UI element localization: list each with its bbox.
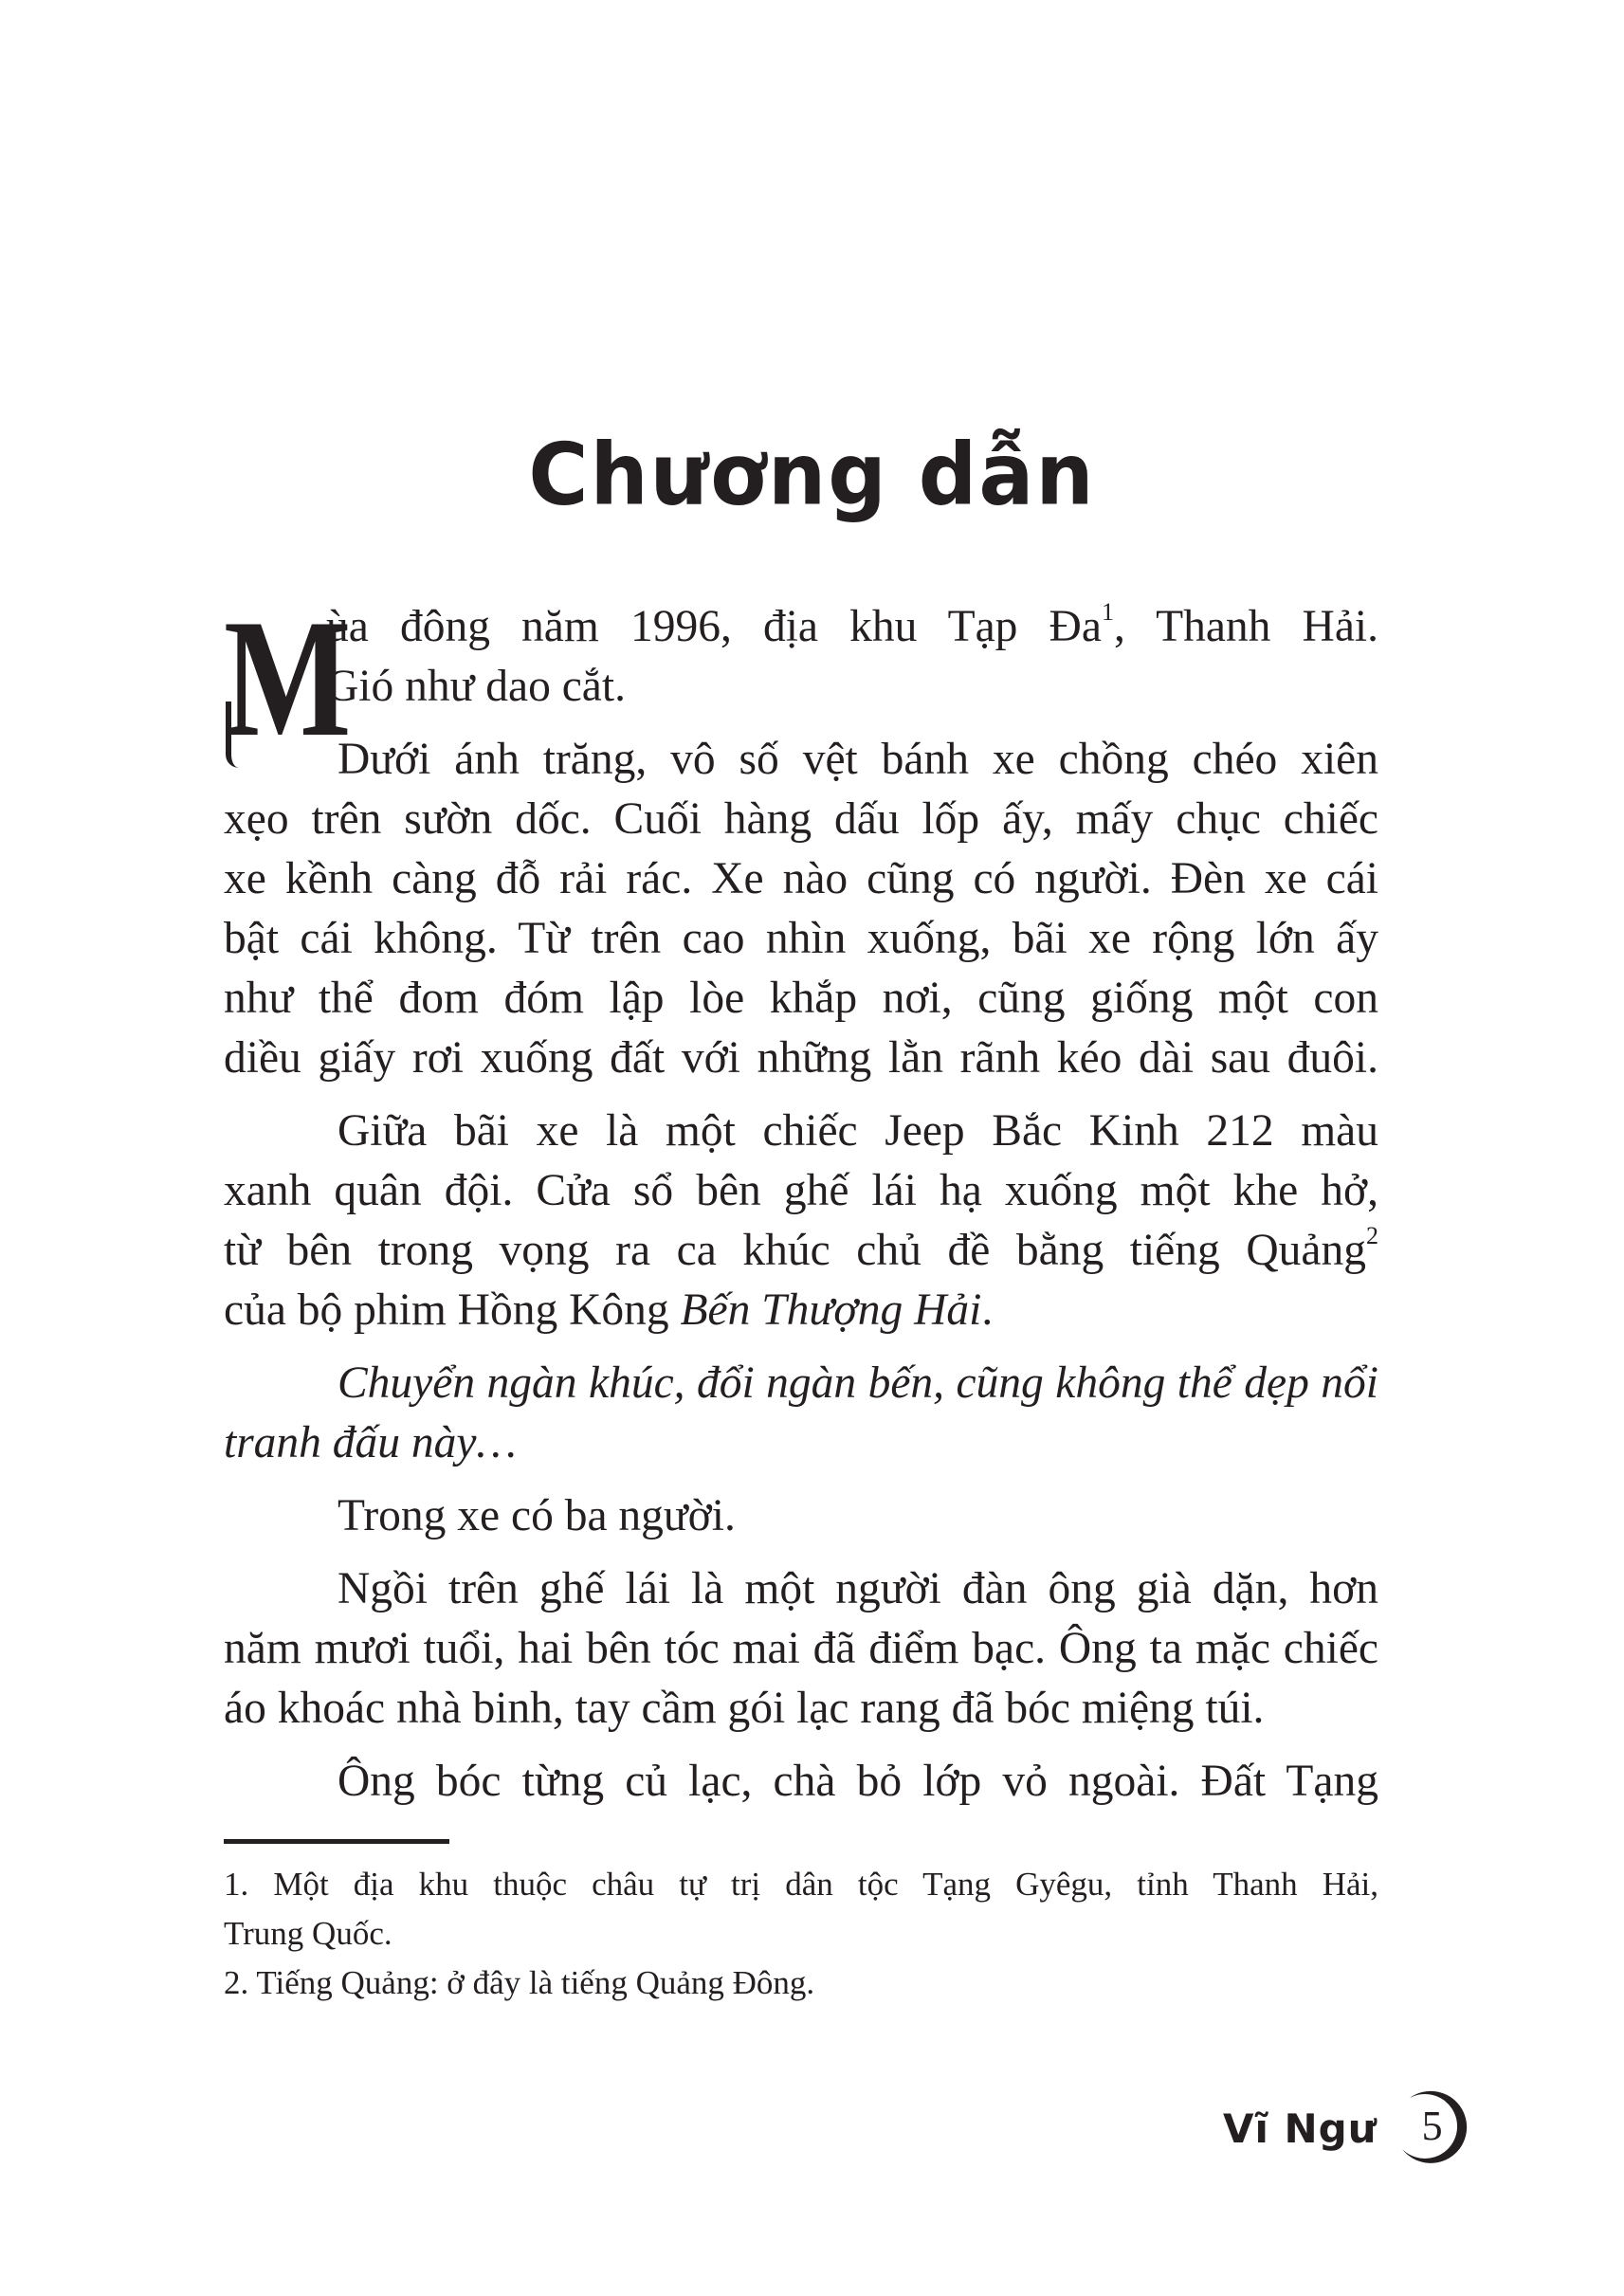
text-line: Ngồi trên ghế lái là một người đàn ông già dặn, hơn — [338, 1564, 1378, 1613]
text-line: Dưới ánh trăng, vô số vệt bánh xe chồng chéo xiên — [338, 735, 1378, 784]
footnote-line: 2. Tiếng Quảng: ở đây là tiếng Quảng Đông. — [224, 1964, 815, 2001]
text-line: Ông bóc từng củ lạc, chà bỏ lớp vỏ ngoài. Đất Tạng — [338, 1757, 1378, 1806]
text-line: diều giấy rơi xuống đất với những lằn rãnh kéo dài sau đuôi. — [224, 1033, 1378, 1083]
footnote-1 — [224, 1860, 1378, 1959]
page-footer — [1223, 2086, 1474, 2171]
line-text: ùa đông năm 1996, địa khu Tạp Đa — [326, 602, 1102, 651]
page-number: 5 — [1421, 2103, 1443, 2149]
text-line: tranh đấu này… — [224, 1418, 517, 1467]
text-line: Trong xe có ba người. — [338, 1491, 736, 1540]
text-line: như thể đom đóm lập lòe khắp nơi, cũng giống một con — [224, 974, 1378, 1023]
text-line — [224, 1221, 1378, 1281]
line-text: , Thanh Hải. — [1113, 602, 1378, 651]
text-line: xanh quân đội. Cửa sổ bên ghế lái hạ xuống một khe hở, — [224, 1166, 1378, 1215]
drop-cap-letter: M — [224, 584, 352, 772]
text-line: Gió như dao cắt. — [326, 662, 626, 711]
footnote-line: Trung Quốc. — [224, 1915, 392, 1952]
drop-cap — [224, 584, 352, 772]
page-number-badge — [1391, 2086, 1474, 2170]
footnote-ref[interactable]: 1 — [1101, 598, 1114, 626]
film-title: Bến Thượng Hải — [680, 1285, 982, 1335]
text-line: năm mươi tuổi, hai bên tóc mai đã điểm bạc. Ông ta mặc chiếc — [224, 1624, 1378, 1673]
line-text: của bộ phim Hồng Kông — [224, 1285, 681, 1335]
footnote-2 — [224, 1959, 1378, 2008]
text-line: áo khoác nhà binh, tay cầm gói lạc rang đã bóc miệng túi. — [224, 1684, 1265, 1733]
footnotes — [224, 1860, 1378, 2008]
drop-cap-flourish — [226, 702, 245, 768]
footnote-line: 1. Một địa khu thuộc châu tự trị dân tộc Tạng Gyêgu, tỉnh Thanh Hải, — [224, 1866, 1378, 1903]
text-line: bật cái không. Từ trên cao nhìn xuống, bãi xe rộng lớn ấy — [224, 914, 1378, 963]
footnote-ref[interactable]: 2 — [1366, 1222, 1378, 1249]
chapter-title: Chương dẫn — [528, 425, 1096, 525]
text-line — [224, 1281, 1378, 1340]
text-line — [326, 597, 1378, 657]
text-line: Giữa bãi xe là một chiếc Jeep Bắc Kinh 212 màu — [338, 1106, 1378, 1156]
text-line: Chuyển ngàn khúc, đổi ngàn bến, cũng không thể dẹp nổi — [338, 1358, 1378, 1408]
text-line: xẹo trên sườn dốc. Cuối hàng dấu lốp ấy, mấy chục chiếc — [224, 794, 1378, 844]
footnote-divider — [224, 1839, 449, 1844]
running-title: Vĩ Ngư — [1223, 2105, 1378, 2152]
line-text: . — [981, 1285, 994, 1335]
text-line: xe kềnh càng đỗ rải rác. Xe nào cũng có người. Đèn xe cái — [224, 854, 1378, 903]
line-text: từ bên trong vọng ra ca khúc chủ đề bằng tiếng Quảng — [224, 1226, 1366, 1275]
